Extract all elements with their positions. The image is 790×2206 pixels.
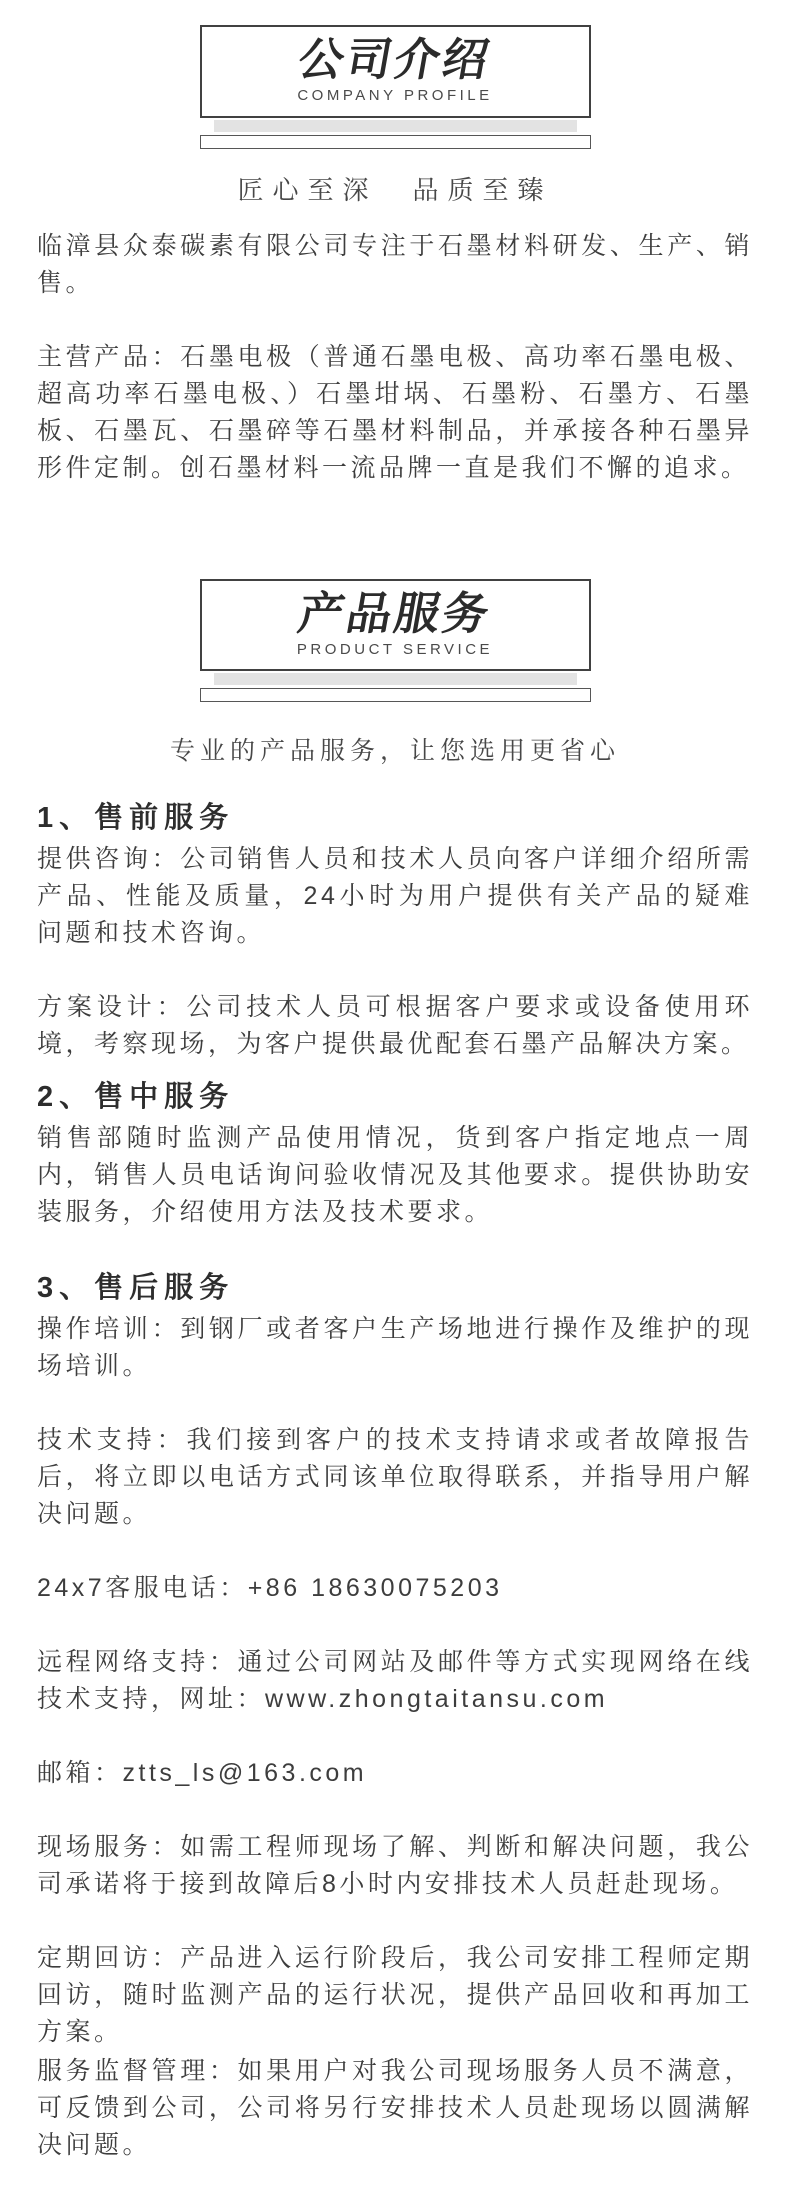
- heading-aftersale-service: 3、售后服务: [37, 1271, 235, 1304]
- section-banner-product-service: [200, 579, 591, 703]
- banner-title-company: 公司介绍: [294, 34, 496, 85]
- company-tagline: 匠心至深 品质至臻: [237, 174, 553, 205]
- presale-consulting-paragraph: 提供咨询：公司销售人员和技术人员向客户详细介绍所需产品、性能及质量，24小时为用户提供有关产品的疑难问题和技术咨询。: [37, 844, 753, 947]
- banner-subtitle-company: COMPANY PROFILE: [297, 87, 493, 105]
- aftersale-training-paragraph: 操作培训：到钢厂或者客户生产场地进行操作及维护的现场培训。: [37, 1314, 753, 1380]
- banner-shadow-bar: [214, 673, 577, 685]
- midsale-monitoring-paragraph: 销售部随时监测产品使用情况，货到客户指定地点一周内，销售人员电话询问验收情况及其他要求。提供协助安装服务，介绍使用方法及技术要求。: [37, 1123, 753, 1226]
- remote-support-website-paragraph: 远程网络支持：通过公司网站及邮件等方式实现网络在线技术支持，网址：www.zhongtaitansu.com: [37, 1647, 753, 1713]
- presale-solution-design-paragraph: 方案设计：公司技术人员可根据客户要求或设备使用环境，考察现场，为客户提供最优配套石墨产品解决方案。: [37, 992, 753, 1058]
- aftersale-tech-support-paragraph: 技术支持：我们接到客户的技术支持请求或者故障报告后，将立即以电话方式同该单位取得联系，并指导用户解决问题。: [37, 1425, 753, 1528]
- banner-box: [200, 579, 591, 672]
- heading-presale-service: 1、售前服务: [37, 801, 235, 834]
- onsite-service-paragraph: 现场服务：如需工程师现场了解、判断和解决问题，我公司承诺将于接到故障后8小时内安排技术人员赶赴现场。: [37, 1832, 753, 1898]
- service-hotline-line: 24x7客服电话：+86 18630075203: [37, 1573, 503, 1602]
- banner-subtitle-product: PRODUCT SERVICE: [296, 640, 494, 658]
- service-supervision-paragraph: 服务监督管理：如果用户对我公司现场服务人员不满意，可反馈到公司，公司将另行安排技术人员赴现场以圆满解决问题。: [37, 2056, 753, 2159]
- banner-under-bar: [200, 135, 591, 149]
- section-banner-company-profile: [200, 25, 591, 149]
- banner-title-product: 产品服务: [294, 587, 496, 639]
- main-products-paragraph: 主营产品：石墨电极（普通石墨电极、高功率石墨电极、超高功率石墨电极、）石墨坩埚、石墨粉、石墨方、石墨板、石墨瓦、石墨碎等石墨材料制品，并承接各种石墨异形件定制。创石墨材料一流品牌一直是我们不懈的追求。: [37, 342, 753, 482]
- banner-shadow-bar: [214, 120, 577, 132]
- email-line: 邮箱：ztts_ls@163.com: [37, 1758, 368, 1787]
- banner-under-bar: [200, 688, 591, 702]
- heading-midsale-service: 2、售中服务: [37, 1080, 235, 1113]
- banner-box: [200, 25, 591, 118]
- intro-paragraph: 临漳县众泰碳素有限公司专注于石墨材料研发、生产、销售。: [37, 231, 753, 297]
- product-service-tagline: 专业的产品服务，让您选用更省心: [169, 737, 620, 766]
- regular-visit-paragraph: 定期回访：产品进入运行阶段后，我公司安排工程师定期回访，随时监测产品的运行状况，提供产品回收和再加工方案。: [37, 1943, 753, 2046]
